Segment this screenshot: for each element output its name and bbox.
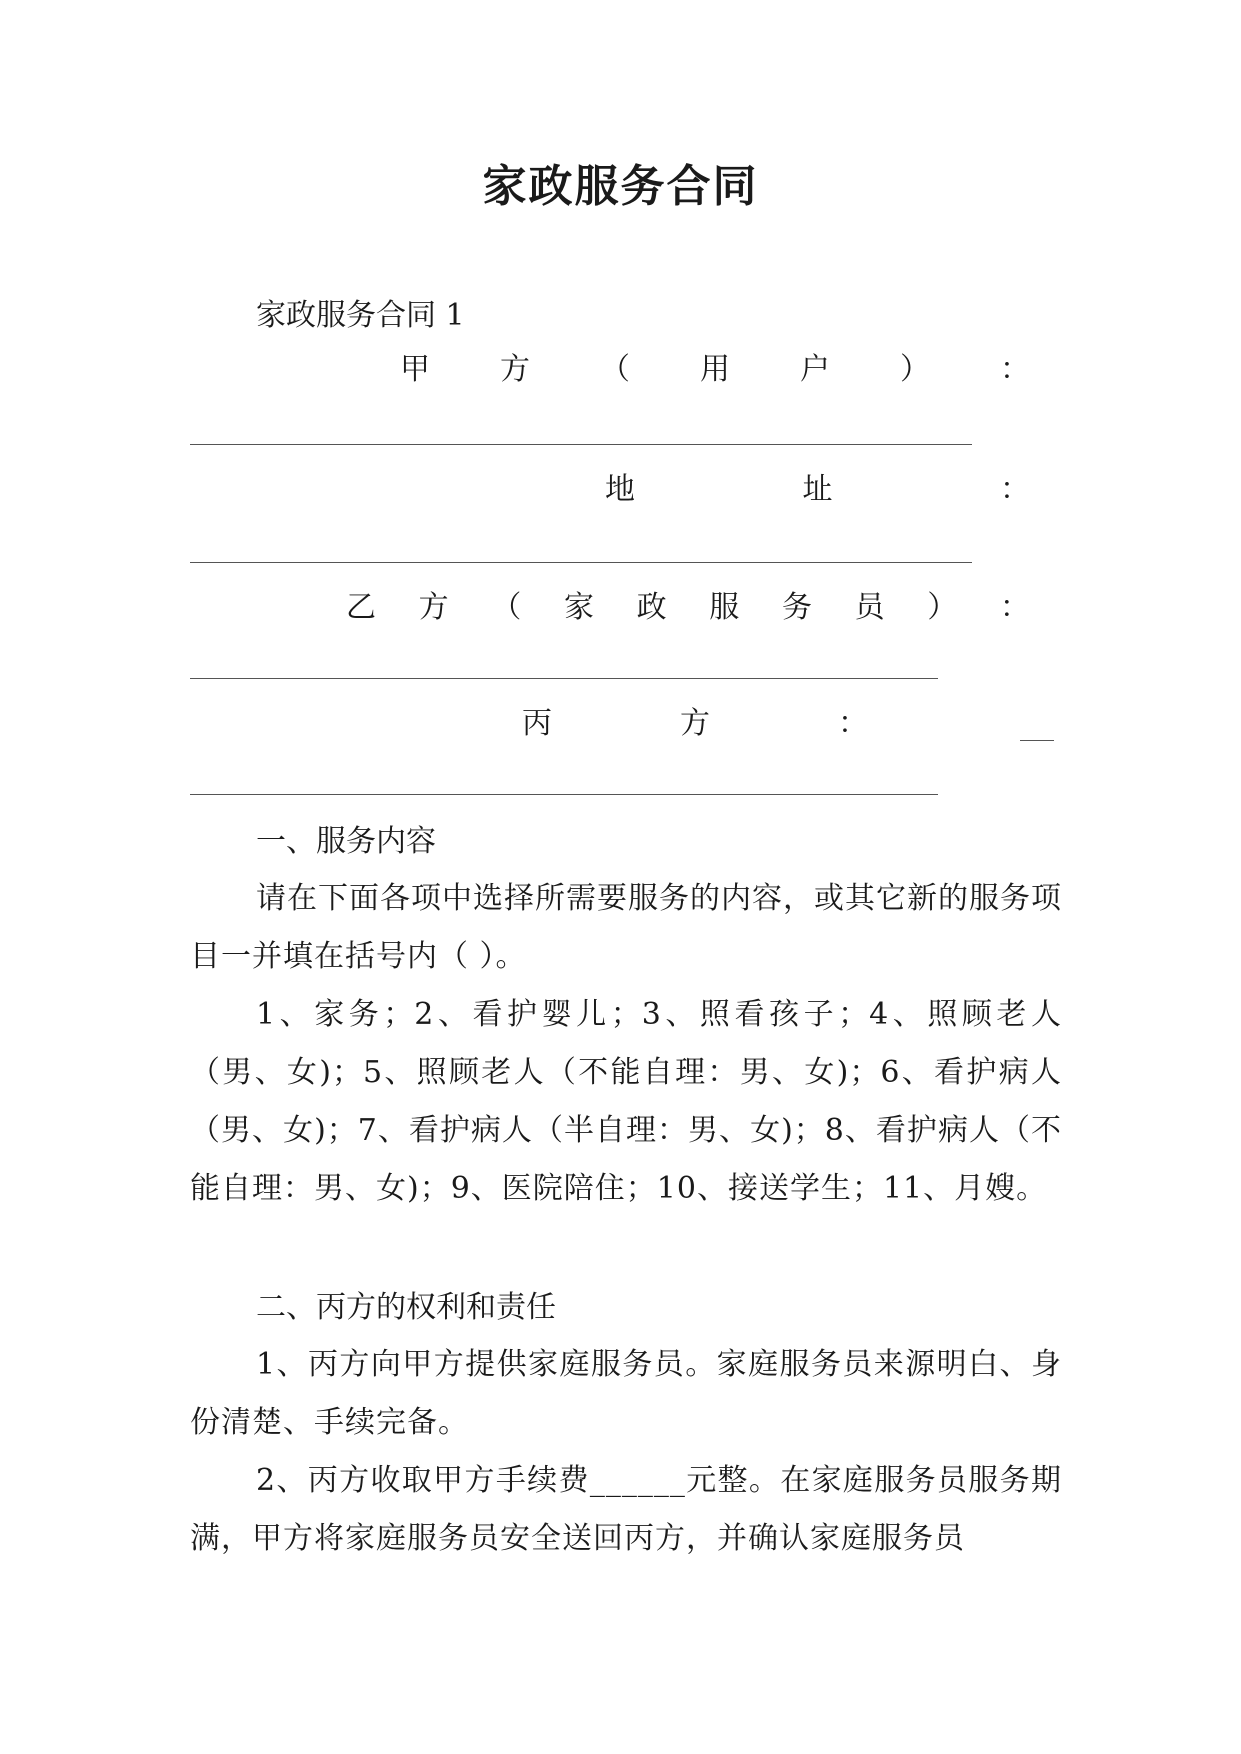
party-b-char: ）: [927, 590, 958, 625]
party-c-label: [522, 704, 868, 744]
party-b-fill-line: [190, 678, 938, 679]
document-title: 家政服务合同: [482, 161, 759, 212]
address-char: 地: [605, 472, 635, 507]
party-b-char: 员: [854, 590, 885, 625]
section1-paragraph-2: 1、家务；2、看护婴儿；3、照看孩子；4、照顾老人（男、女)；5、照顾老人（不能自理：男、女)；6、看护病人（男、女)；7、看护病人（半自理：男、女)；8、看护病人（不能自理：男、女)；9、医院陪住；10、接送学生；11、月嫂。: [190, 997, 1062, 1206]
party-b-char: 政: [636, 590, 667, 625]
party-c-fill-line-short: [1020, 740, 1054, 741]
section2-paragraph-2-start: 2、丙方收取甲方手续费: [256, 1463, 590, 1498]
section2-paragraph-1: 1、丙方向甲方提供家庭服务员。家庭服务员来源明白、身份清楚、手续完备。: [190, 1347, 1062, 1440]
party-c-fill-line: [190, 794, 938, 795]
party-b-char: ：: [999, 590, 1030, 625]
party-a-char: ：: [1000, 352, 1030, 387]
address-char: ：: [1000, 472, 1030, 507]
section1-paragraph-1: 请在下面各项中选择所需要服务的内容，或其它新的服务项目一并填在括号内（ ）。: [190, 881, 1062, 974]
party-c-char: ：: [838, 706, 868, 741]
party-a-char: 户: [800, 352, 830, 387]
party-a-label: [400, 350, 1030, 390]
fee-blank: ______: [589, 1463, 686, 1498]
party-a-char: 甲: [400, 352, 430, 387]
party-c-char: 方: [680, 706, 710, 741]
party-b-char: （: [491, 590, 522, 625]
party-b-char: 务: [781, 590, 812, 625]
document-subtitle: 家政服务合同 1: [256, 298, 465, 333]
party-b-char: 乙: [346, 590, 376, 625]
party-a-char: ）: [900, 352, 930, 387]
address-char: 址: [802, 472, 833, 507]
party-b-char: 服: [709, 590, 740, 625]
party-a-char: 用: [700, 352, 730, 387]
section2-paragraph-2-end: 元整。在家庭服务员服务期满，甲方将家庭服务员安全送回丙方，并确认家庭服务员: [190, 1463, 1062, 1556]
party-c-char: 丙: [522, 706, 552, 741]
section2-heading: 二、丙方的权利和责任: [256, 1290, 556, 1325]
address-label: [605, 470, 1030, 510]
section1-heading: 一、服务内容: [256, 824, 436, 859]
party-a-fill-line: [190, 444, 972, 445]
party-a-char: （: [600, 352, 630, 387]
section2-paragraph-2: [190, 1452, 1062, 1568]
address-fill-line: [190, 562, 972, 563]
party-b-label: [346, 588, 1030, 628]
party-b-char: 家: [563, 590, 594, 625]
party-b-char: 方: [418, 590, 449, 625]
party-a-char: 方: [500, 352, 530, 387]
